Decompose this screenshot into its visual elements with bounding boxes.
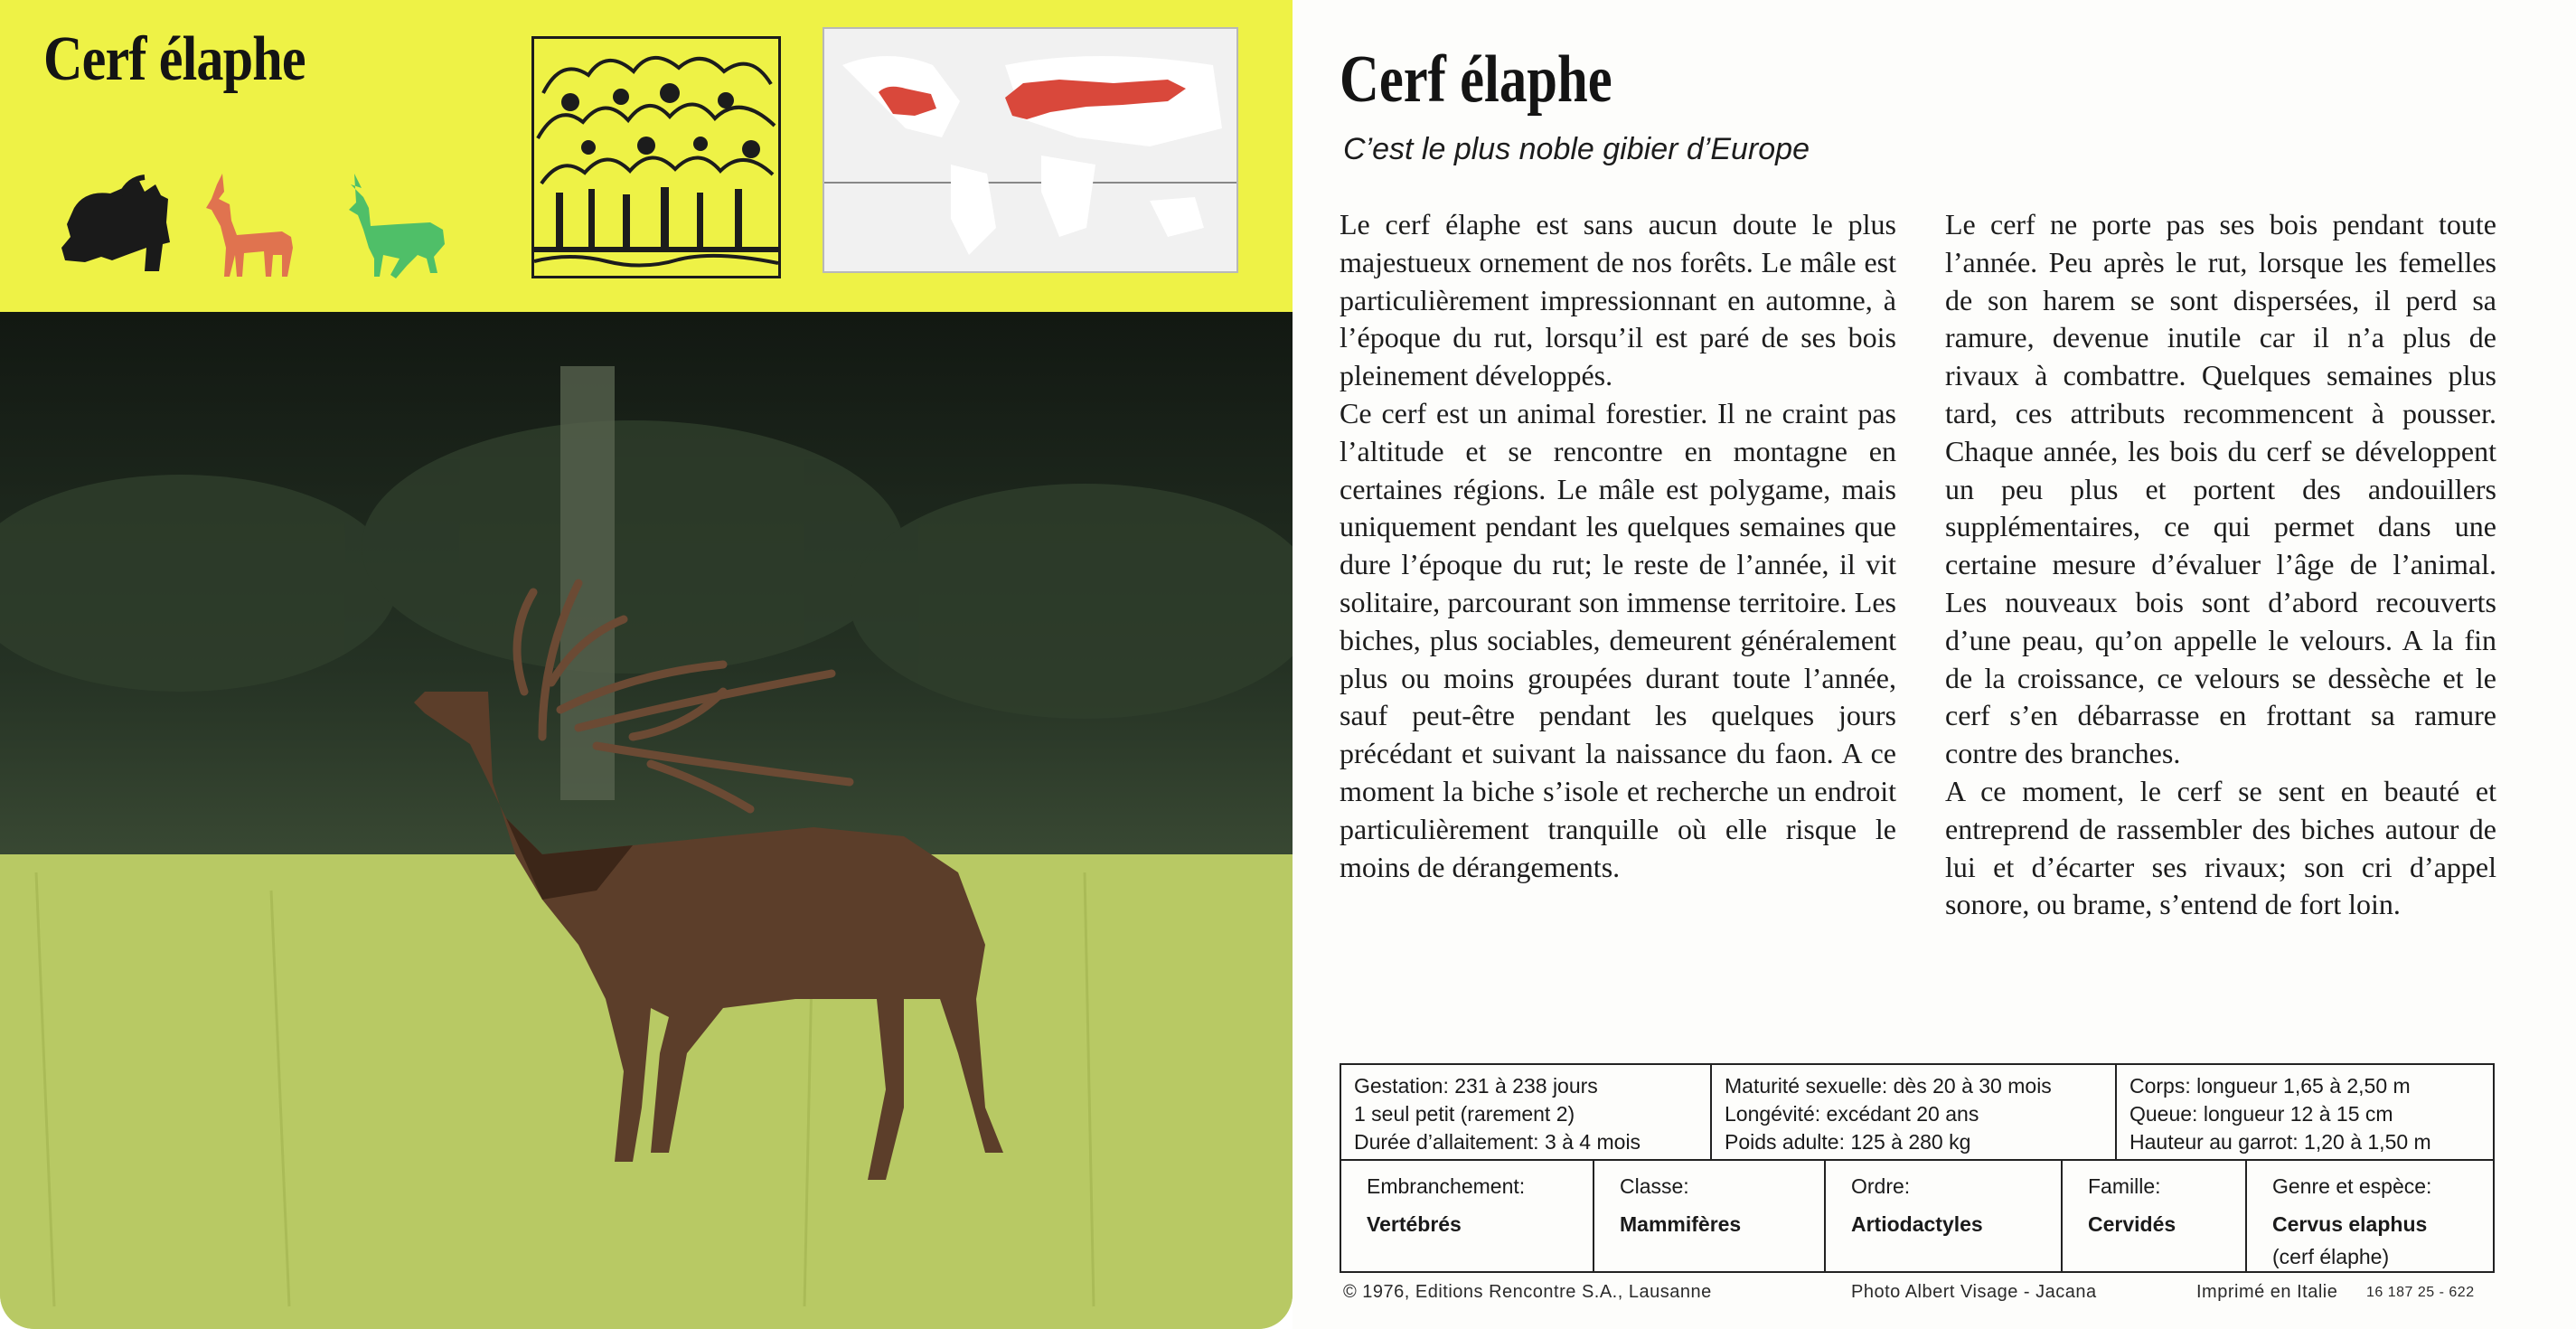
card-title: Cerf élaphe bbox=[1340, 42, 1612, 117]
classification-value: Cervidés bbox=[2088, 1212, 2176, 1236]
text-column-2 bbox=[1945, 206, 2496, 924]
bull-icon bbox=[58, 172, 175, 280]
print-info: Imprimé en Italie bbox=[2196, 1282, 2338, 1302]
classification-sub: (cerf élaphe) bbox=[2272, 1245, 2390, 1268]
deer-leaping-icon bbox=[343, 172, 452, 289]
card-subtitle: C’est le plus noble gibier d’Europe bbox=[1343, 132, 1810, 166]
stat-line: Durée d’allaitement: 3 à 4 mois bbox=[1354, 1130, 1641, 1154]
stat-line: Queue: longueur 12 à 15 cm bbox=[2129, 1102, 2393, 1126]
classification-phylum bbox=[1341, 1161, 1593, 1271]
classification-value: Vertébrés bbox=[1367, 1212, 1462, 1236]
size-stats bbox=[2115, 1065, 2493, 1159]
stat-line: 1 seul petit (rarement 2) bbox=[1354, 1102, 1575, 1126]
classification-family bbox=[2061, 1161, 2245, 1271]
paragraph: A ce moment, le cerf se sent en beauté et entreprend de rassembler des biches autour de lui et d’écarter ses rivaux; son cri d’appel sonore, ou brame, s’entend de fort loin. bbox=[1945, 774, 2496, 921]
paragraph: Ce cerf est un animal forestier. Il ne craint pas l’altitude et se rencontre en montagne en certaines régions. Le mâle est polygame, mais uniquement pendant les quelques semaines que dure l’époque du rut; le reste de l’année, il vit solitaire, parcourant son immense territoire. Les biches, plus sociables, demeurent généralement plus ou moins groupées durant toute l’année, sauf peut-être pendant les quelques jours précédant et suivant la naissance du faon. A ce moment la biche s’isole et recherche un endroit particulièrement tranquille où elle risque le moins de dérangements. bbox=[1340, 396, 1896, 883]
classification-label: Famille: bbox=[2088, 1174, 2161, 1198]
classification-value: Cervus elaphus bbox=[2272, 1212, 2428, 1236]
distribution-map bbox=[823, 27, 1238, 273]
back-card bbox=[1312, 0, 2576, 1329]
stat-line: Longévité: excédant 20 ans bbox=[1725, 1102, 1979, 1126]
card-code: 16 187 25 - 622 bbox=[2366, 1285, 2475, 1300]
card-title: Cerf élaphe bbox=[43, 24, 306, 94]
classification-species bbox=[2245, 1161, 2493, 1271]
reproduction-stats bbox=[1341, 1065, 1710, 1159]
deer-icon bbox=[204, 172, 304, 280]
stat-line: Hauteur au garrot: 1,20 à 1,50 m bbox=[2129, 1130, 2431, 1154]
copyright-text: © 1976, Editions Rencontre S.A., Lausanne bbox=[1343, 1282, 1712, 1302]
photo-illustration bbox=[0, 312, 1293, 1329]
classification-table bbox=[1340, 1161, 2495, 1273]
photo-credit: Photo Albert Visage - Jacana bbox=[1851, 1282, 2097, 1302]
habitat-forest-illustration bbox=[531, 36, 781, 278]
classification-label: Classe: bbox=[1620, 1174, 1689, 1198]
classification-value: Mammifères bbox=[1620, 1212, 1742, 1236]
classification-value: Artiodactyles bbox=[1851, 1212, 1983, 1236]
classification-label: Genre et espèce: bbox=[2272, 1174, 2432, 1198]
classification-label: Ordre: bbox=[1851, 1174, 1911, 1198]
stats-table bbox=[1340, 1063, 2495, 1161]
stat-line: Gestation: 231 à 238 jours bbox=[1354, 1074, 1598, 1098]
classification-class bbox=[1593, 1161, 1824, 1271]
classification-label: Embranchement: bbox=[1367, 1174, 1526, 1198]
paragraph: Le cerf ne porte pas ses bois pendant toute l’année. Peu après le rut, lorsque les femelles de son harem se sont dispersées, il perd sa ramure, devenue inutile car il n’a plus de rivaux à combattre. Quelques semaines plus tard, ces attributs recommencent à pousser. Chaque année, les bois du cerf se développent un peu plus et portent des andouillers supplémentaires, ce qui permet dans une certaine mesure d’évaluer l’âge de l’animal. Les nouveaux bois sont d’abord recouverts d’une peau, qu’on appelle le velours. A la fin de la croissance, ce velours se dessèche et le cerf s’en débarrasse en frottant sa ramure contre des branches. bbox=[1945, 208, 2496, 770]
text-column-1 bbox=[1340, 206, 1896, 886]
stat-line: Poids adulte: 125 à 280 kg bbox=[1725, 1130, 1971, 1154]
stat-line: Maturité sexuelle: dès 20 à 30 mois bbox=[1725, 1074, 2052, 1098]
stat-line: Corps: longueur 1,65 à 2,50 m bbox=[2129, 1074, 2411, 1098]
classification-order bbox=[1824, 1161, 2061, 1271]
paragraph: Le cerf élaphe est sans aucun doute le plus majestueux ornement de nos forêts. Le mâle est particulièrement impressionnant en automne, à l’époque du rut, lorsqu’il est paré de ses bois pleinement développés. bbox=[1340, 208, 1896, 392]
life-stats bbox=[1710, 1065, 2115, 1159]
red-deer-photo bbox=[0, 312, 1293, 1329]
